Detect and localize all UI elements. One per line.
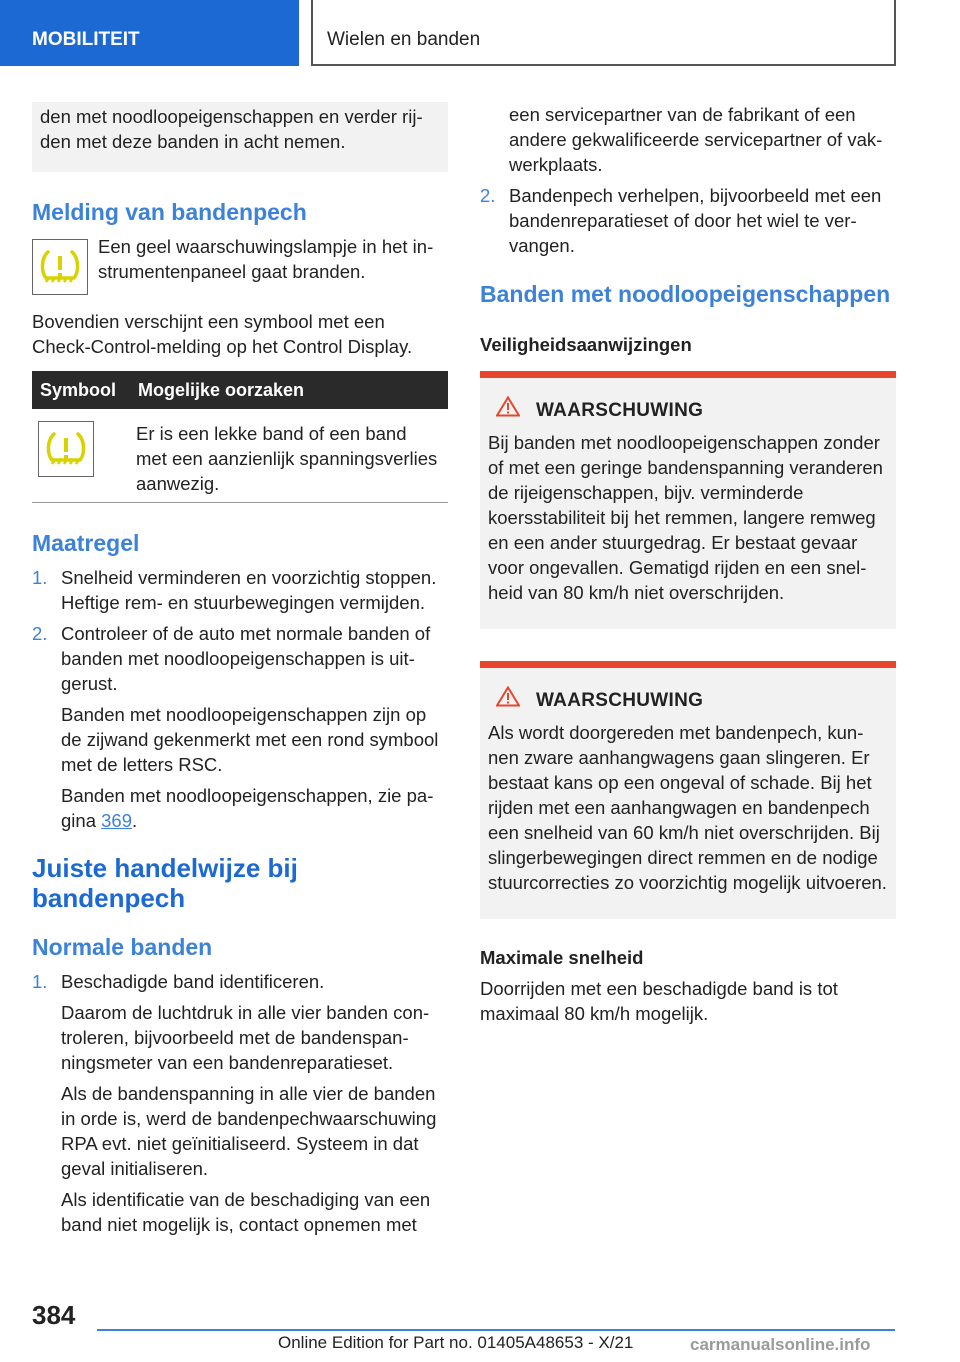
warning-box	[480, 371, 896, 629]
heading-maxspeed: Maximale snelheid	[480, 947, 644, 968]
ref-end: .	[132, 810, 138, 831]
section-label: MOBILITEIT	[0, 0, 299, 66]
step-subtext-ref	[61, 783, 448, 833]
warning-label: WAARSCHUWING	[536, 399, 704, 421]
table-row	[32, 409, 448, 503]
page-link[interactable]: 369	[101, 810, 132, 831]
left-column	[32, 102, 448, 1243]
table-cell-symbol	[32, 409, 130, 503]
heading-normale: Normale banden	[32, 934, 213, 960]
melding-text: Een geel waarschuwingslampje in het instrumentenpaneel gaat branden.	[98, 236, 434, 282]
melding-row	[32, 234, 448, 295]
heading-juiste: Juiste handelwijze bij bandenpech	[32, 853, 298, 913]
edition-text: Online Edition for Part no. 01405A48653 - X/21	[278, 1333, 634, 1352]
maatregel-list	[32, 565, 448, 833]
step-text: Controleer of de auto met normale banden of banden met noodloopeigenschappen is uitgerust.	[61, 623, 431, 694]
page-number: 384	[32, 1300, 76, 1330]
table-header-causes: Mogelijke oorzaken	[130, 371, 448, 409]
step-subtext: Daarom de luchtdruk in alle vier banden controleren, bijvoorbeeld met de bandenspanningsmeter van een bandenreparatieset.	[61, 1002, 430, 1073]
list-item	[32, 621, 448, 833]
heading-rsc: Banden met noodloopeigenschappen	[480, 281, 891, 307]
list-item	[32, 969, 448, 1237]
tire-pressure-warning-icon	[32, 239, 88, 295]
step-number: 2.	[480, 185, 496, 206]
heading-maatregel: Maatregel	[32, 530, 140, 556]
warning-header	[488, 686, 888, 714]
step-subtext: Banden met noodloopeigenschappen zijn op de zijwand gekenmerkt met een rond symbool met de letters RSC.	[61, 704, 439, 775]
watermark: carmanualsonline.info	[690, 1335, 871, 1354]
step-text: Bandenpech verhelpen, bijvoorbeeld met een bandenreparatieset of door het wiel te vervangen.	[509, 185, 882, 256]
list-item	[480, 183, 896, 258]
step-text: Snelheid verminderen en voorzichtig stoppen. Heftige rem- en stuurbewegingen vermijden.	[61, 567, 437, 613]
warning-text: Bij banden met noodloopeigenschappen zonder of met een geringe bandenspanning veranderen de rijeigenschappen, bijv. verminderde koersstabiliteit bij het remmen, langere remweg en een ander stuurgedrag. Er bestaat gevaar voor ongevallen. Gematigd rijden en een snelheid van 80 km/h niet overschrijden.	[488, 432, 883, 603]
warning-triangle-icon	[496, 396, 520, 424]
heading-safety: Veiligheidsaanwijzingen	[480, 334, 692, 355]
continued-list	[480, 102, 896, 258]
note-box	[32, 102, 448, 172]
note-text: den met noodloopeigenschappen en verder rijden met deze banden in acht nemen.	[40, 106, 423, 152]
step-subtext: Als de bandenspanning in alle vier de banden in orde is, werd de bandenpechwaarschuwing RPA evt. niet geïnitialiseerd. Systeem in dat geval initialiseren.	[61, 1083, 437, 1179]
table-cell-cause: Er is een lekke band of een band met een aanzienlijk spanningsverlies aanwezig.	[136, 423, 438, 494]
list-item	[480, 102, 896, 177]
step-number: 2.	[32, 623, 48, 644]
check-control-text: Bovendien verschijnt een symbool met een Check-Control-melding op het Control Display.	[32, 311, 413, 357]
right-column	[480, 102, 896, 1026]
normale-list	[32, 969, 448, 1237]
symbol-table	[32, 371, 448, 503]
step-subtext: Als identificatie van de beschadiging van een band niet mogelijk is, contact opnemen met	[61, 1189, 431, 1235]
warning-box	[480, 661, 896, 919]
chapter-tab: Wielen en banden	[311, 0, 896, 66]
table-header-symbol: Symbool	[32, 371, 130, 409]
tire-pressure-warning-icon	[38, 421, 94, 477]
step-number: 1.	[32, 567, 48, 588]
page-header	[0, 0, 960, 66]
warning-triangle-icon	[496, 686, 520, 714]
table-header-row	[32, 371, 448, 409]
step-number: 1.	[32, 971, 48, 992]
warning-text: Als wordt doorgereden met bandenpech, kunnen zware aanhangwagens gaan slingeren. Er bestaat kans op een ongeval of schade. Bij het rijden met een aanhangwagen en bandenpech een snelheid van 60 km/h niet overschrijden. Bij slingerbewegingen direct remmen en de nodige stuurcorrecties zo voorzichtig mogelijk uitvoeren.	[488, 722, 887, 893]
warning-header	[488, 396, 888, 424]
footer-divider	[97, 1329, 895, 1331]
step-text-continued: een servicepartner van de fabrikant of een andere gekwalificeerde servicepartner of vakwerkplaats.	[509, 104, 883, 175]
ref-text: Banden met noodloopeigenschappen, zie pagina	[61, 785, 434, 831]
warning-label: WAARSCHUWING	[536, 689, 704, 711]
step-text: Beschadigde band identificeren.	[61, 971, 325, 992]
list-item	[32, 565, 448, 615]
maxspeed-text: Doorrijden met een beschadigde band is tot maximaal 80 km/h mogelijk.	[480, 978, 838, 1024]
heading-melding: Melding van bandenpech	[32, 199, 307, 225]
